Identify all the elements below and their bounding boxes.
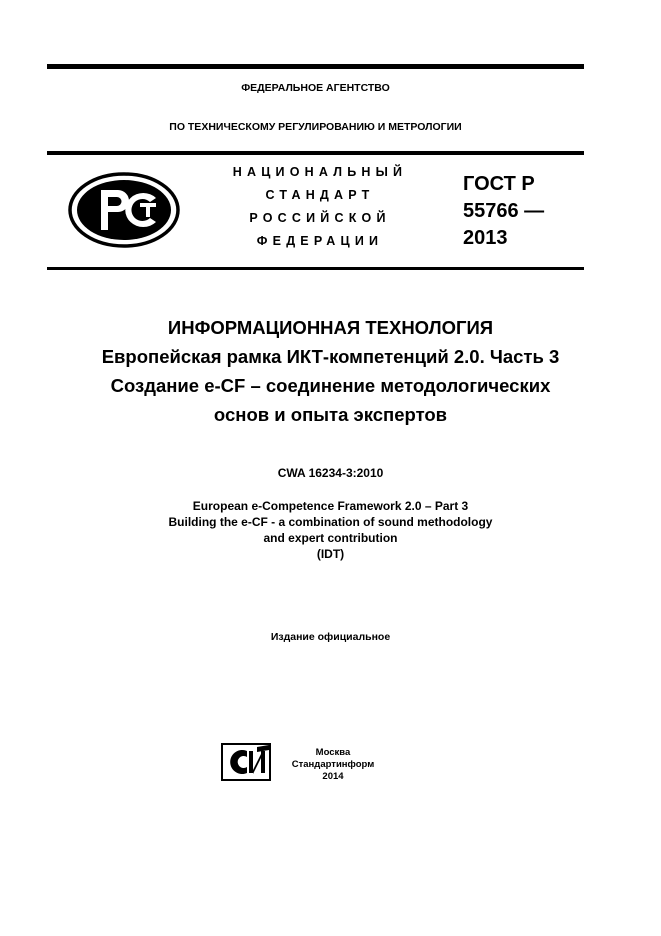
publisher-city: Москва	[315, 747, 351, 758]
publisher-name: Стандартинформ	[291, 759, 375, 770]
title-ru-line-3: Создание e-CF – соединение методологических	[110, 375, 551, 396]
title-ru-line-2: Европейская рамка ИКТ-компетенций 2.0. Часть 3	[101, 346, 560, 367]
title-en-line-3: and expert contribution	[263, 531, 398, 545]
title-en-line-1: European e-Competence Framework 2.0 – Part 3	[192, 499, 469, 513]
publisher-year: 2014	[322, 771, 344, 782]
standard-label-line-1: НАЦИОНАЛЬНЫЙ	[232, 165, 408, 179]
title-en-line-2: Building the e-CF - a combination of sound methodology	[168, 515, 493, 529]
title-en-line-4: (IDT)	[316, 547, 345, 561]
standard-label-line-3: РОССИЙСКОЙ	[249, 211, 391, 225]
gost-r-logo-icon	[68, 172, 180, 248]
gost-number-line-3: 2013	[463, 227, 508, 249]
title-ru-line-4: основ и опыта экспертов	[213, 404, 448, 425]
standard-label-line-2: СТАНДАРТ	[265, 188, 375, 202]
standard-label-line-4: ФЕДЕРАЦИИ	[256, 234, 384, 248]
lower-rule	[47, 267, 584, 270]
edition-label: Издание официальное	[270, 631, 391, 643]
cwa-code: CWA 16234-3:2010	[277, 466, 384, 480]
top-rule	[47, 64, 584, 69]
standartinform-logo-icon	[221, 743, 271, 781]
gost-number-line-1: ГОСТ Р	[463, 173, 535, 195]
title-ru-line-1: ИНФОРМАЦИОННАЯ ТЕХНОЛОГИЯ	[167, 317, 494, 338]
middle-rule	[47, 151, 584, 155]
agency-line-2: ПО ТЕХНИЧЕСКОМУ РЕГУЛИРОВАНИЮ И МЕТРОЛОГИИ	[169, 121, 462, 133]
agency-line-1: ФЕДЕРАЛЬНОЕ АГЕНТСТВО	[241, 82, 390, 94]
gost-number-line-2: 55766 —	[463, 200, 545, 222]
